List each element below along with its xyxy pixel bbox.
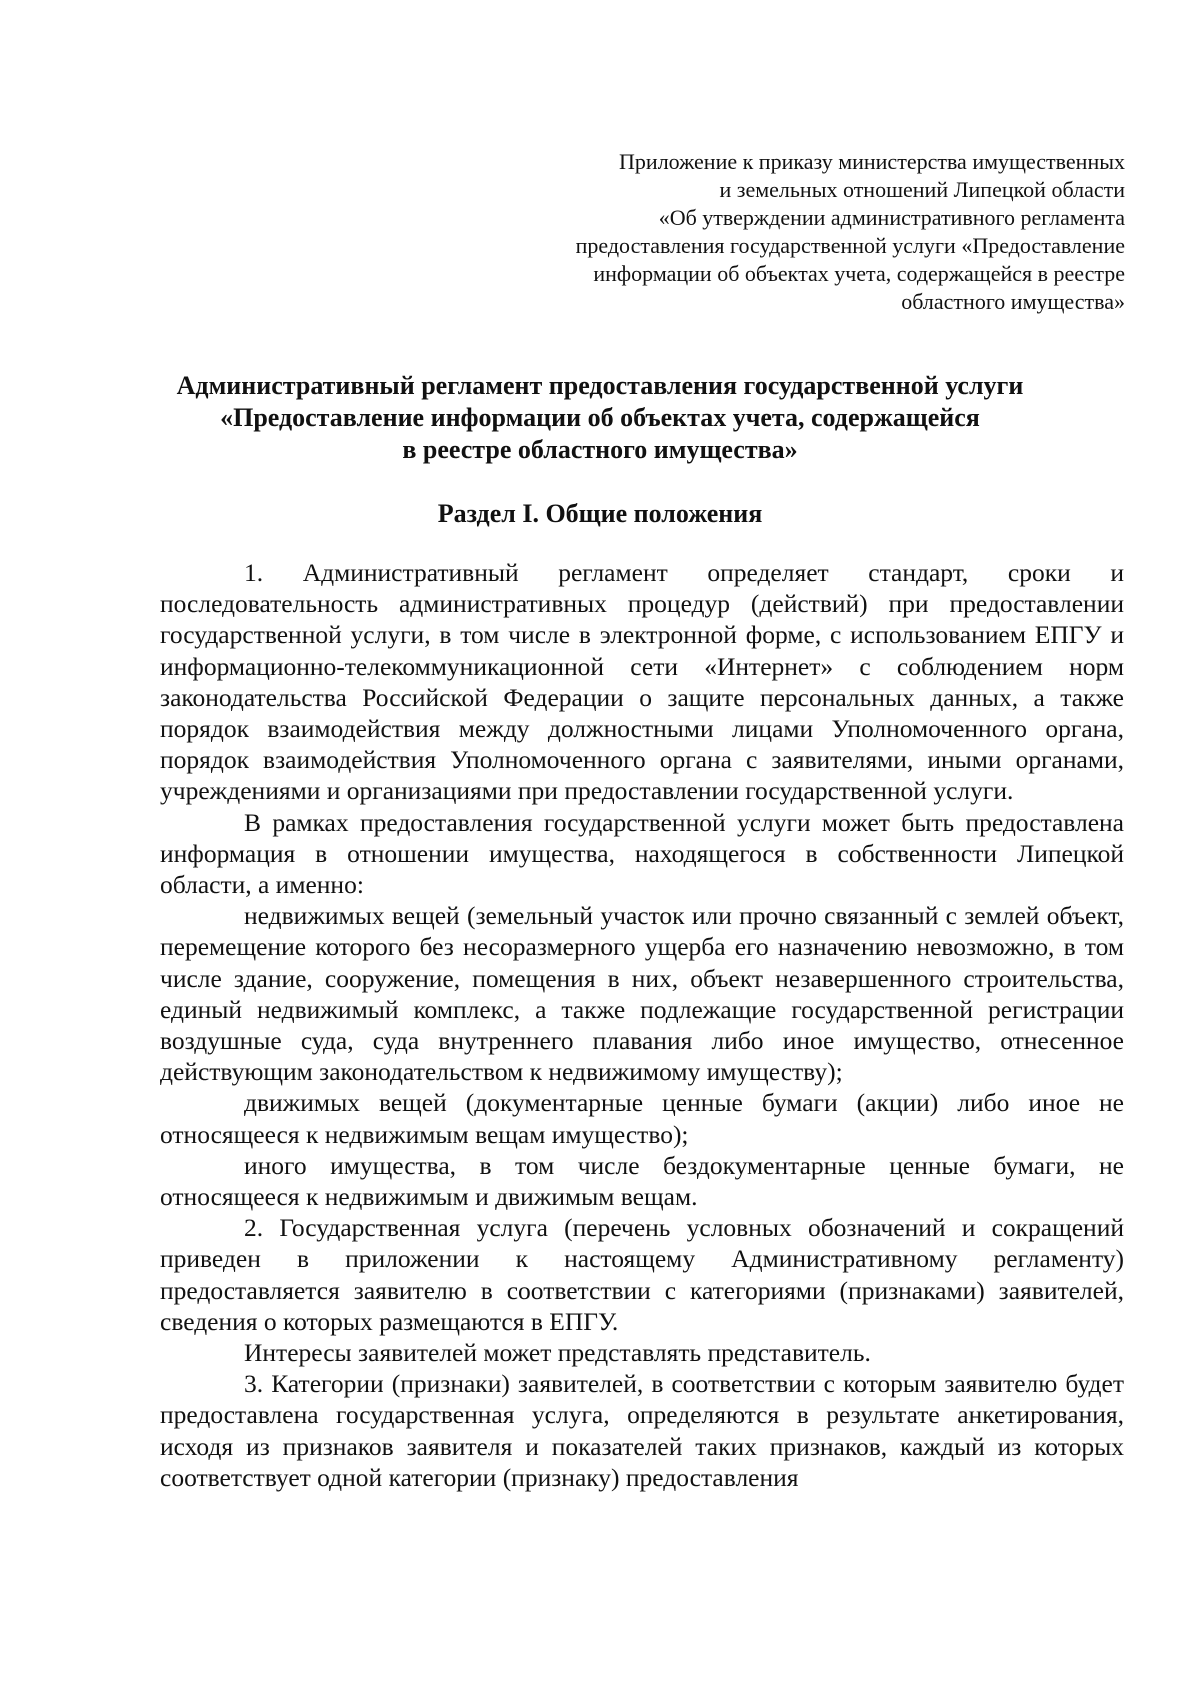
appendix-line: информации об объектах учета, содержащейся в реестре <box>593 261 1125 286</box>
appendix-line: и земельных отношений Липецкой области <box>719 177 1125 202</box>
title-line: в реестре областного имущества» <box>402 435 798 464</box>
appendix-line: Приложение к приказу министерства имущественных <box>619 149 1125 174</box>
appendix-line: предоставления государственной услуги «Предоставление <box>575 233 1125 258</box>
paragraph-3: 3. Категории (признаки) заявителей, в соответствии с которым заявителю будет предоставлена государственная услуга, определяются в результате анкетирования, исходя из признаков заявителя и показателей таких признаков, каждый из которых соответствует одной категории (признаку) предоставления <box>160 1369 1124 1492</box>
paragraph-representative: Интересы заявителей может представлять представитель. <box>244 1338 871 1368</box>
paragraph-immovable: недвижимых вещей (земельный участок или прочно связанный с землей объект, перемещение которого без несоразмерного ущерба его назначению невозможно, в том числе здание, сооружение, помещения в них, объект незавершенного строительства, единый недвижимый комплекс, а также подлежащие государственной регистрации воздушные суда, суда внутреннего плавания либо иное имущество, отнесенное действующим законодательством к недвижимому имуществу); <box>160 901 1124 1087</box>
document-title <box>140 370 1060 466</box>
section-heading: Раздел I. Общие положения <box>437 499 763 528</box>
appendix-note <box>485 148 1125 316</box>
title-line: «Предоставление информации об объектах учета, содержащейся <box>220 403 980 432</box>
paragraph-other-property: иного имущества, в том числе бездокументарные ценные бумаги, не относящееся к недвижимым и движимым вещам. <box>160 1150 1124 1212</box>
appendix-line: «Об утверждении административного регламента <box>658 205 1125 230</box>
appendix-line: областного имущества» <box>901 289 1125 314</box>
paragraph-scope: В рамках предоставления государственной услуги может быть предоставлена информация в отношении имущества, находящегося в собственности Липецкой области, а именно: <box>160 807 1124 900</box>
paragraph-1: 1. Административный регламент определяет стандарт, сроки и последовательность административных процедур (действий) при предоставлении государственной услуги, в том числе в электронной форме, с использованием ЕПГУ и информационно-телекоммуникационной сети «Интернет» с соблюдением норм законодательства Российской Федерации о защите персональных данных, а также порядок взаимодействия между должностными лицами Уполномоченного органа, порядок взаимодействия Уполномоченного органа с заявителями, иными органами, учреждениями и организациями при предоставлении государственной услуги. <box>160 558 1124 806</box>
title-line: Административный регламент предоставления государственной услуги <box>176 371 1024 400</box>
document-body <box>160 557 1124 1493</box>
paragraph-movable: движимых вещей (документарные ценные бумаги (акции) либо иное не относящееся к недвижимым вещам имущество); <box>160 1088 1124 1149</box>
paragraph-2: 2. Государственная услуга (перечень условных обозначений и сокращений приведен в приложении к настоящему Административному регламенту) предоставляется заявителю в соответствии с категориями (признаками) заявителей, сведения о которых размещаются в ЕПГУ. <box>160 1213 1124 1336</box>
